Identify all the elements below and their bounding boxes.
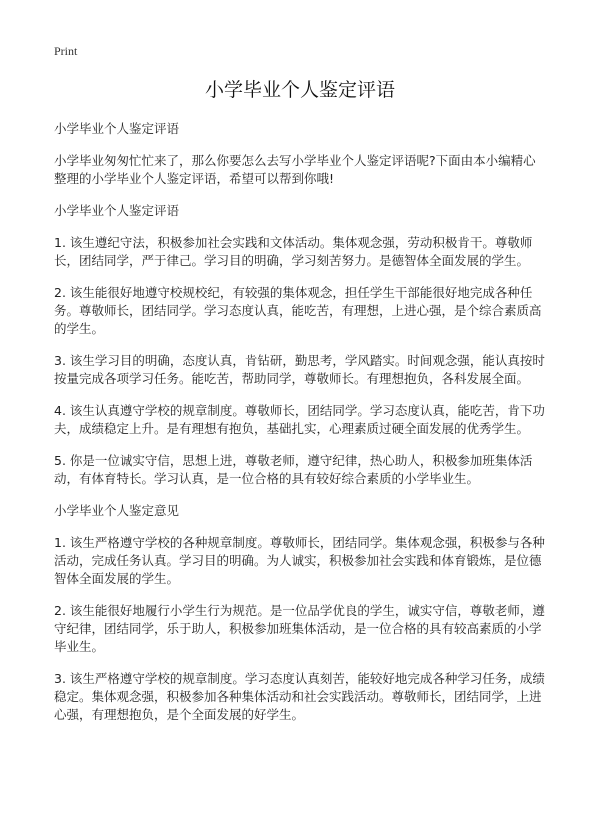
comment-paragraph: 4. 该生认真遵守学校的规章制度。尊敬师长，团结同学。学习态度认真，能吃苦，肯下功夫，成绩稳定上升。是有理想有抱负，基础扎实，心理素质过硬全面发展的优秀学生。 xyxy=(54,403,545,436)
opinion-paragraph: 1. 该生严格遵守学校的各种规章制度。尊敬师长，团结同学。集体观念强，积极参与各种活动，完成任务认真。学习目的明确。为人诚实，积极参加社会实践和体育锻炼，是位德智体全面发展的学生。 xyxy=(54,535,545,586)
section-heading: 小学毕业个人鉴定评语 xyxy=(54,121,180,136)
print-link[interactable]: Print xyxy=(54,44,78,58)
section-heading: 小学毕业个人鉴定评语 xyxy=(54,203,180,218)
opinion-paragraph: 3. 该生严格遵守学校的规章制度。学习态度认真刻苦，能较好地完成各种学习任务，成绩稳定。集体观念强，积极参加各种集体活动和社会实践活动。尊敬师长，团结同学，上进心强，有理想抱负，是个全面发展的好学生。 xyxy=(54,671,545,722)
opinion-paragraph: 2. 该生能很好地履行小学生行为规范。是一位品学优良的学生，诚实守信，尊敬老师，遵守纪律，团结同学，乐于助人，积极参加班集体活动，是一位合格的具有较高素质的小学毕业生。 xyxy=(54,603,545,654)
section-heading: 小学毕业个人鉴定意见 xyxy=(54,503,180,518)
comment-paragraph: 5. 你是一位诚实守信，思想上进，尊敬老师，遵守纪律，热心助人，积极参加班集体活动，有体育特长。学习认真，是一位合格的具有较好综合素质的小学毕业生。 xyxy=(54,453,533,486)
intro-paragraph: 小学毕业匆匆忙忙来了，那么你要怎么去写小学毕业个人鉴定评语呢?下面由本小编精心整理的小学毕业个人鉴定评语，希望可以帮到你哦! xyxy=(54,153,536,186)
page-title: 小学毕业个人鉴定评语 xyxy=(204,79,395,101)
comment-paragraph: 3. 该生学习目的明确，态度认真，肯钻研，勤思考，学风踏实。时间观念强，能认真按时按量完成各项学习任务。能吃苦，帮助同学，尊敬师长。有理想抱负，各科发展全面。 xyxy=(54,353,545,386)
comment-paragraph: 1. 该生遵纪守法，积极参加社会实践和文体活动。集体观念强，劳动积极肯干。尊敬师长，团结同学，严于律己。学习目的明确，学习刻苦努力。是德智体全面发展的学生。 xyxy=(54,235,533,268)
comment-paragraph: 2. 该生能很好地遵守校规校纪，有较强的集体观念，担任学生干部能很好地完成各种任务。尊敬师长，团结同学。学习态度认真，能吃苦，有理想，上进心强，是个综合素质高的学生。 xyxy=(54,285,542,336)
